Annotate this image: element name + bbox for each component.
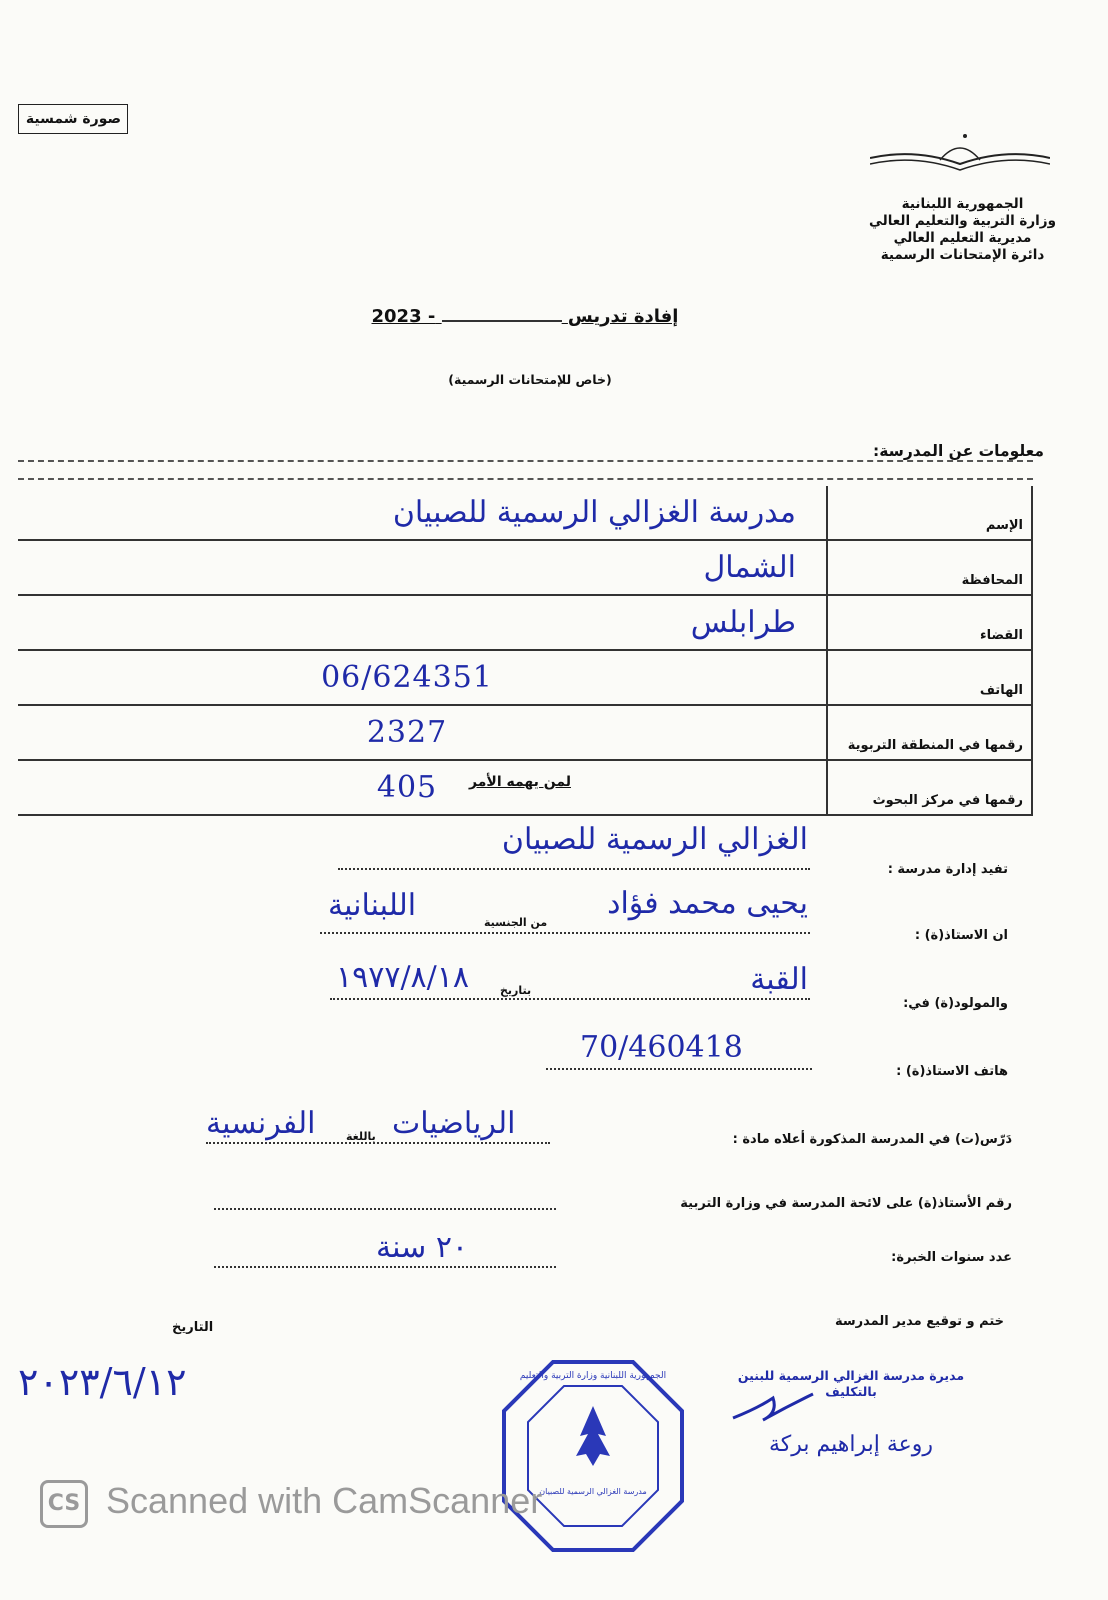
dotted-line: [320, 932, 810, 934]
row-label: رقمها في المنطقة التربوية: [827, 705, 1032, 760]
language-value: الفرنسية: [206, 1106, 316, 1141]
row-value: طرابلس: [18, 595, 827, 650]
experience-label: عدد سنوات الخبرة:: [891, 1250, 1012, 1265]
title-year: 2023 -: [371, 306, 436, 327]
to-whom-heading: لمن يهمه الأمر: [469, 774, 571, 790]
teacher-phone-label: هاتف الاستاذ(ة) :: [896, 1064, 1008, 1079]
header-republic: الجمهورية اللبنانية: [901, 196, 1024, 212]
table-row: [18, 540, 1032, 595]
teacher-value: يحيى محمد فؤاد: [607, 886, 808, 921]
teacher-phone-value: 70/460418: [580, 1030, 743, 1065]
row-value: 2327: [18, 705, 827, 760]
photo-box: صورة شمسية: [18, 104, 128, 134]
header-ministry: وزارة التربية والتعليم العالي: [869, 213, 1056, 229]
row-value: 06/624351: [18, 650, 827, 705]
subject-value: الرياضيات: [392, 1106, 516, 1141]
born-place: القبة: [750, 962, 808, 997]
title-text: إفادة تدريس: [567, 306, 679, 327]
watermark-text: Scanned with CamScanner: [106, 1480, 543, 1521]
registry-label: رقم الأستاذ(ة) على لائحة المدرسة في وزارة التربية: [680, 1196, 1012, 1211]
row-label: الهاتف: [827, 650, 1032, 705]
dotted-line: [214, 1266, 556, 1268]
divider: [18, 478, 1033, 480]
header-directorate: مديرية التعليم العالي: [893, 230, 1032, 246]
header-block: [860, 196, 1065, 264]
stamp-signature-label: ختم و توقيع مدير المدرسة: [834, 1314, 1004, 1329]
school-info-table: [18, 486, 1033, 816]
dotted-line: [214, 1208, 556, 1210]
signature-title: مديرة مدرسة الغزالي الرسمية للبنين: [737, 1368, 965, 1383]
nationality-value: اللبنانية: [328, 888, 417, 923]
experience-value: ٢٠ سنة: [376, 1230, 469, 1265]
language-label: باللغة: [346, 1130, 376, 1143]
birth-date-label: بتاريخ: [500, 984, 532, 997]
cedar-icon: [576, 1406, 610, 1466]
date-label: التاريخ: [172, 1320, 214, 1335]
stamp-ring-text: الجمهورية اللبنانية وزارة التربية والتعليم: [519, 1371, 667, 1381]
date-value: ٢٠٢٣/٦/١٢: [18, 1360, 187, 1404]
stamp-center-text: مدرسة الغزالي الرسمية للصبيان: [539, 1487, 647, 1496]
divider: [18, 460, 1033, 462]
row-value: مدرسة الغزالي الرسمية للصبيان: [18, 486, 827, 540]
school-label: تفيد إدارة مدرسة :: [887, 862, 1008, 877]
camscanner-logo-icon: CS: [40, 1480, 88, 1528]
school-value: الغزالي الرسمية للصبيان: [501, 822, 808, 857]
document-subtitle: (خاص للإمتحانات الرسمية): [448, 372, 612, 387]
nationality-label: من الجنسية: [484, 916, 548, 929]
taught-label: دَرّس(ت) في المدرسة المذكورة أعلاه مادة :: [732, 1132, 1012, 1147]
signature-name: روعة إبراهيم بركة: [768, 1432, 934, 1457]
row-value: 405: [18, 760, 827, 815]
header-department: دائرة الإمتحانات الرسمية: [880, 247, 1045, 263]
table-row: [18, 486, 1032, 540]
camscanner-watermark: [40, 1478, 600, 1538]
table-row: [18, 705, 1032, 760]
table-row: [18, 650, 1032, 705]
row-label: رقمها في مركز البحوث: [827, 760, 1032, 815]
teacher-label: ان الاستاذ(ة) :: [914, 928, 1008, 943]
row-label: المحافظة: [827, 540, 1032, 595]
birth-date: ١٩٧٧/٨/١٨: [336, 960, 470, 995]
document-title: [340, 306, 710, 327]
dotted-line: [206, 1142, 550, 1144]
dotted-line: [546, 1068, 812, 1070]
dotted-line: [338, 868, 810, 870]
row-value: الشمال: [18, 540, 827, 595]
signature-scribble-icon: [728, 1388, 818, 1428]
born-label: والمولود(ة) في:: [903, 996, 1008, 1011]
row-label: الإسم: [827, 486, 1032, 540]
signature-title-2: بالتكليف: [825, 1384, 877, 1399]
table-row: [18, 595, 1032, 650]
dotted-line: [330, 998, 810, 1000]
ministry-logo-icon: [870, 130, 1050, 190]
school-section-heading: معلومات عن المدرسة:: [873, 442, 1044, 460]
row-label: القضاء: [827, 595, 1032, 650]
